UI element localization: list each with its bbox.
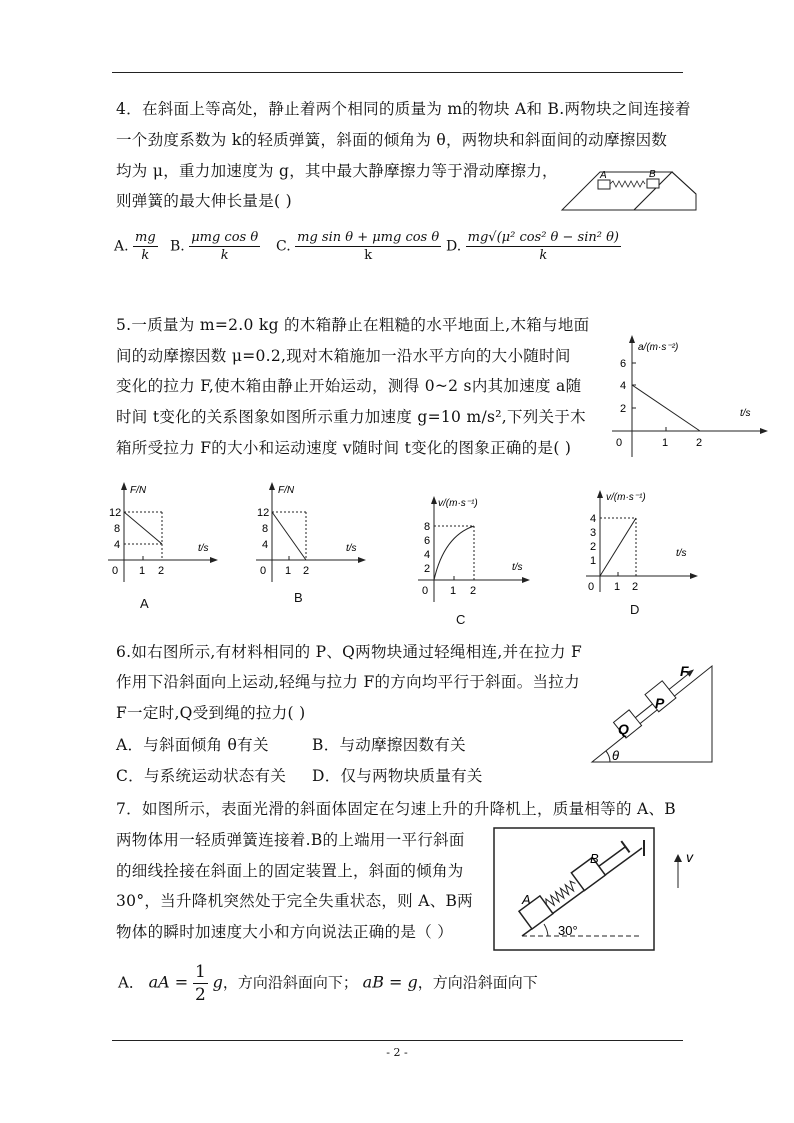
q5-line-4: 时间 t变化的关系图象如图所示重力加速度 g=10 m/s²,下列关于木: [116, 408, 586, 426]
q5-at-ytick-4: 4: [620, 380, 627, 392]
q4-option-d-den: k: [539, 248, 548, 263]
q5-graph-a-ylabel: F/N: [130, 485, 147, 496]
q5-graph-b-xlabel: t/s: [346, 543, 357, 554]
q4-incline-figure: [556, 166, 704, 216]
q5-graph-c-xtick-1: 1: [450, 585, 457, 597]
q7-option-a-prefix: A．: [118, 973, 144, 992]
q7-elevator-figure: [492, 826, 702, 954]
q5-graph-c-xlabel: t/s: [512, 562, 523, 573]
q4-line-3: 均为 μ，重力加速度为 g，其中最大静摩擦力等于滑动摩擦力，: [116, 162, 558, 180]
q5-graph-c-ytick-2: 2: [424, 563, 431, 575]
q5-graph-b-xtick-1: 1: [285, 565, 292, 577]
q5-graph-c-caption: C: [456, 612, 466, 627]
q7-label-v: v: [686, 849, 693, 865]
q5-graph-d: [584, 486, 702, 596]
q5-at-xlabel: t/s: [740, 408, 751, 419]
q5-graph-c-ylabel: v/(m·s⁻¹): [438, 498, 478, 509]
q5-graph-a-origin: 0: [112, 565, 119, 577]
q5-graph-b-origin: 0: [260, 565, 267, 577]
q5-graph-d-xlabel: t/s: [676, 548, 687, 559]
q5-at-ytick-6: 6: [620, 358, 627, 370]
q5-graph-c-ytick-6: 6: [424, 535, 431, 547]
q7-line-2: 两物体用一轻质弹簧连接着.B的上端用一平行斜面: [116, 831, 465, 849]
q6-option-c: C．与系统运动状态有关: [116, 767, 287, 785]
q5-graph-c: [414, 490, 532, 606]
q5-line-3: 变化的拉力 F,使木箱由静止开始运动，测得 0~2 s内其加速度 a随: [116, 377, 582, 395]
q7-label-b: B: [590, 851, 599, 866]
q5-line-5: 箱所受拉力 F的大小和运动速度 v随时间 t变化的图象正确的是( ): [116, 439, 572, 457]
q5-graph-b-ytick-4: 4: [262, 539, 269, 551]
header-rule: [112, 72, 683, 73]
footer-rule: [112, 1040, 683, 1041]
q6-line-1: 6.如右图所示,有材料相同的 P、Q两物块通过轻绳相连,并在拉力 F: [116, 643, 583, 661]
q4-option-a-den: k: [141, 248, 150, 263]
q7-option-a-frac-den: 2: [195, 985, 206, 1005]
q4-option-d-prefix: D.: [446, 238, 462, 255]
q7-line-5: 物体的瞬时加速度大小和方向说法正确的是（ ）: [116, 923, 454, 941]
q4-option-a: [114, 230, 158, 263]
q4-option-a-prefix: A.: [114, 238, 129, 255]
q5-graph-c-curve: [434, 526, 474, 580]
q4-option-c: [276, 230, 441, 263]
q5-graph-a-ytick-8: 8: [114, 523, 121, 535]
q4-option-c-den: k: [364, 248, 373, 263]
q7-option-a: [118, 962, 538, 1005]
q7-option-a-frac-num: 1: [195, 962, 206, 982]
q5-graph-d-ytick-3: 3: [590, 527, 597, 539]
q5-graph-c-origin: 0: [422, 585, 429, 597]
q7-line-3: 的细线拴接在斜面上的固定装置上，斜面的倾角为: [116, 862, 464, 880]
q5-graph-a-ytick-4: 4: [114, 539, 121, 551]
q5-graph-a-ytick-12: 12: [109, 507, 122, 519]
q5-graph-a: [104, 478, 220, 586]
q5-graph-d-xtick-2: 2: [632, 581, 639, 593]
q6-label-f: F: [680, 663, 689, 679]
q4-option-b: [170, 230, 260, 263]
q5-graph-b-ytick-12: 12: [257, 507, 270, 519]
q6-option-b: B．与动摩擦因数有关: [312, 736, 466, 754]
q7-option-a-ab: aB = g: [362, 972, 418, 992]
q5-at-xtick-1: 1: [662, 437, 669, 449]
q7-label-a: A: [522, 892, 531, 907]
q4-option-c-prefix: C.: [276, 238, 291, 255]
q5-graph-b-ytick-8: 8: [262, 523, 269, 535]
q5-line-2: 间的动摩擦因数 μ=0.2,现对木箱施加一沿水平方向的大小随时间: [116, 347, 571, 365]
q5-graph-d-ylabel: v/(m·s⁻¹): [606, 492, 646, 503]
q5-graph-d-xtick-1: 1: [614, 581, 621, 593]
q5-line-1: 5.一质量为 m=2.0 kg 的木箱静止在粗糙的水平地面上,木箱与地面: [116, 316, 590, 334]
q5-graph-d-ytick-4: 4: [590, 513, 597, 525]
q5-graph-c-ytick-8: 8: [424, 521, 431, 533]
q6-line-3: F一定时,Q受到绳的拉力( ): [116, 704, 306, 722]
q5-at-line: [632, 385, 700, 431]
q7-option-a-text2: ，方向沿斜面向下: [417, 973, 538, 992]
q4-option-b-den: k: [220, 248, 229, 263]
q6-line-2: 作用下沿斜面向上运动,轻绳与拉力 F的方向均平行于斜面。当拉力: [116, 673, 580, 691]
q6-label-q: Q: [618, 721, 629, 737]
q7-label-angle: 30°: [558, 923, 578, 938]
q4-option-c-num: mg sin θ + μmg cos θ: [297, 230, 440, 245]
q4-option-d: [446, 230, 621, 263]
q5-graph-d-ytick-1: 1: [590, 555, 597, 567]
q7-line-1: 7．如图所示，表面光滑的斜面体固定在匀速上升的升降机上，质量相等的 A、B: [116, 800, 676, 818]
q7-option-a-text1: ，方向沿斜面向下；: [222, 973, 358, 992]
q5-at-xtick-2: 2: [696, 437, 703, 449]
q5-graph-a-line: [124, 512, 162, 544]
q6-incline-figure: [588, 656, 720, 766]
q5-graph-d-ytick-2: 2: [590, 541, 597, 553]
q6-option-d: D．仅与两物块质量有关: [312, 767, 483, 785]
q5-graph-b: [252, 478, 368, 586]
q5-graph-a-xtick-1: 1: [139, 565, 146, 577]
q5-graph-a-xlabel: t/s: [198, 543, 209, 554]
q5-graph-b-caption: B: [294, 590, 303, 605]
q7-line-4: 30°，当升降机突然处于完全失重状态，则 A、B两: [116, 892, 473, 910]
q4-line-4: 则弹簧的最大伸长量是( ): [116, 192, 292, 210]
q4-line-2: 一个劲度系数为 k的轻质弹簧，斜面的倾角为 θ，两物块和斜面间的动摩擦因数: [116, 131, 668, 149]
q4-label-b: B: [649, 169, 656, 180]
arrow-up-icon: [674, 854, 682, 862]
q6-option-a: A．与斜面倾角 θ有关: [116, 736, 269, 754]
q4-option-a-num: mg: [135, 230, 156, 245]
page-number: - 2 -: [386, 1046, 408, 1059]
q5-at-ytick-2: 2: [620, 403, 627, 415]
q5-graph-d-line: [600, 518, 636, 576]
q6-label-p: P: [655, 695, 665, 711]
q5-graph-b-line: [272, 512, 306, 560]
q5-graph-c-ytick-4: 4: [424, 549, 431, 561]
q5-graph-b-xtick-2: 2: [303, 565, 310, 577]
q5-graph-c-xtick-2: 2: [470, 585, 477, 597]
q6-label-theta: θ: [612, 748, 620, 763]
q5-graph-d-caption: D: [630, 602, 640, 617]
q5-at-origin: 0: [616, 437, 623, 449]
q4-option-d-num: mg√(μ² cos² θ − sin² θ): [467, 230, 619, 245]
q4-label-a: A: [600, 170, 607, 181]
q4-option-b-num: μmg cos θ: [191, 230, 259, 245]
q5-at-ylabel: a/(m·s⁻²): [638, 342, 679, 353]
q7-option-a-aa: aA =: [148, 972, 189, 992]
q5-graph-a-xtick-2: 2: [158, 565, 165, 577]
q5-at-graph: [606, 333, 772, 463]
q4-line-1: 4．在斜面上等高处，静止着两个相同的质量为 m的物块 A和 B.两物块之间连接着: [116, 100, 691, 118]
q5-graph-a-caption: A: [140, 596, 149, 611]
q4-option-b-prefix: B.: [170, 238, 185, 255]
q5-graph-d-origin: 0: [588, 581, 595, 593]
q7-option-a-g: g: [212, 972, 223, 992]
q5-graph-b-ylabel: F/N: [278, 485, 295, 496]
